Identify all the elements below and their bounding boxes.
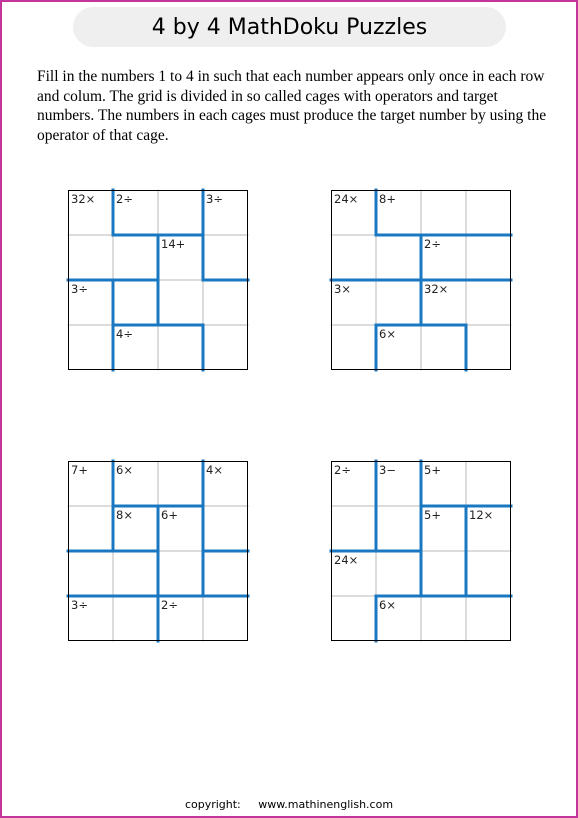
cage-clue: 3−: [379, 463, 396, 477]
copyright-label: copyright:: [184, 798, 241, 811]
cage-clue: 6+: [161, 508, 178, 522]
cage-clue: 4÷: [116, 327, 133, 341]
cage-clue: 2÷: [334, 463, 351, 477]
cage-clue: 14+: [161, 237, 186, 251]
cage-clue: 2÷: [161, 598, 178, 612]
cage-clue: 5+: [424, 508, 441, 522]
cage-clue: 3÷: [71, 282, 88, 296]
footer: [0, 798, 578, 811]
cage-clue: 32×: [71, 192, 96, 206]
cage-clue: 3÷: [71, 598, 88, 612]
cage-clue: 6×: [116, 463, 133, 477]
cage-clue: 3÷: [206, 192, 223, 206]
page-title-text: 4 by 4 MathDoku Puzzles: [151, 14, 428, 40]
mathdoku-puzzle-4: [331, 461, 511, 641]
cage-clue: 2÷: [116, 192, 133, 206]
cage-clue: 4×: [206, 463, 223, 477]
mathdoku-puzzle-3: [68, 461, 248, 641]
puzzle-grid: [331, 190, 511, 370]
instructions-text: Fill in the numbers 1 to 4 in such that each number appears only once in each row and colum. The grid is divided in so called cages with operators and target numbers. The numbers in each cages must produce the target number by using the operator of that cage.: [37, 68, 547, 144]
cage-clue: 7+: [71, 463, 88, 477]
cage-clue: 12×: [469, 508, 494, 522]
cage-clue: 6×: [379, 327, 396, 341]
cage-clue: 2÷: [424, 237, 441, 251]
cage-clue: 24×: [334, 553, 359, 567]
mathdoku-puzzle-2: [331, 190, 511, 370]
cage-clue: 32×: [424, 282, 449, 296]
mathdoku-puzzle-1: [68, 190, 248, 370]
website-link[interactable]: www.mathinenglish.com: [258, 798, 394, 811]
cage-clue: 24×: [334, 192, 359, 206]
cage-clue: 8+: [379, 192, 396, 206]
puzzle-grid: [68, 461, 248, 641]
puzzle-grid: [68, 190, 248, 370]
cage-clue: 8×: [116, 508, 133, 522]
cage-clue: 6×: [379, 598, 396, 612]
cage-clue: 5+: [424, 463, 441, 477]
page-title: [73, 7, 506, 47]
cage-clue: 3×: [334, 282, 351, 296]
puzzle-grid: [331, 461, 511, 641]
